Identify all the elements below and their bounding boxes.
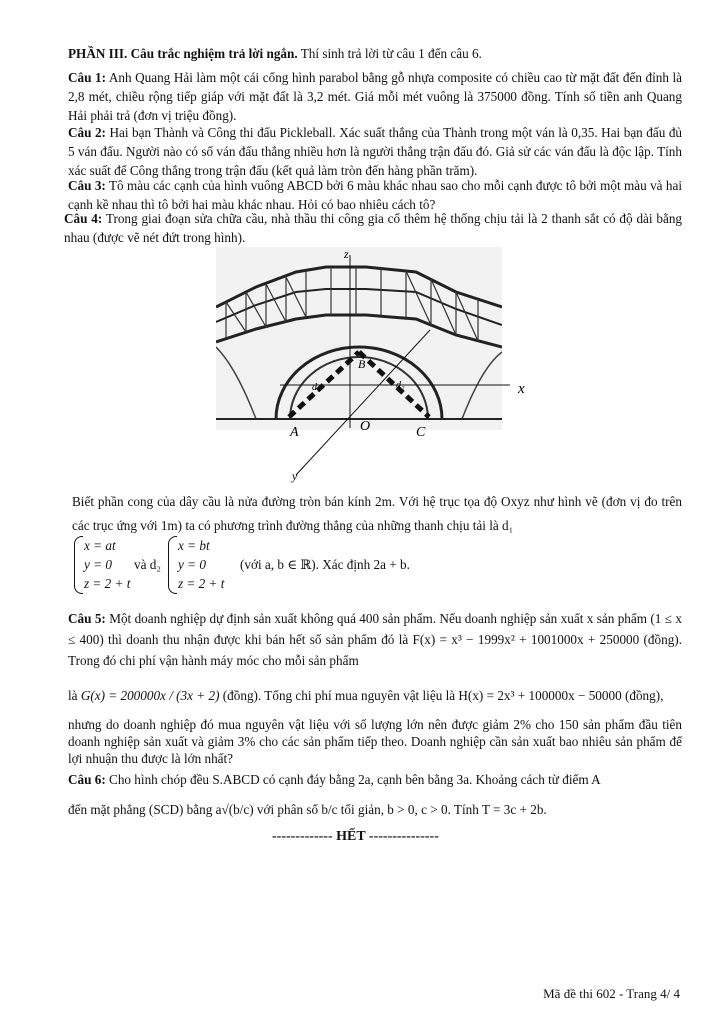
equation-y: y = 0 <box>178 557 206 572</box>
question-text: đến mặt phẳng (SCD) bằng a√(b/c) với phân số b/c tối giản, b > 0, c > 0. Tính T = 3c + 2b. <box>68 802 547 817</box>
equation-x: x = at <box>84 538 116 553</box>
point-label-a: A <box>290 425 299 440</box>
question-text: Trong giai đoạn sửa chữa cầu, nhà thầu thi công gia cố thêm hệ thống chịu tải là 2 thanh sắt có độ dài bằng nhau (được vẽ nét đứt trong hình). <box>64 211 683 245</box>
brace-d1 <box>74 536 83 594</box>
end-marker: ------------- HẾT --------------- <box>272 829 439 844</box>
system-d2 <box>178 536 224 593</box>
line-label-d2: d₂ <box>396 380 405 391</box>
equation-x: x = bt <box>178 538 210 553</box>
question-label: Câu 4: <box>64 211 103 226</box>
section-instruction: Thí sinh trả lời từ câu 1 đến câu 6. <box>300 46 482 61</box>
question-1 <box>68 68 682 125</box>
question-4-continued <box>72 490 682 538</box>
equation-z: z = 2 + t <box>178 576 225 591</box>
question-label: Câu 1: <box>68 70 106 85</box>
question-text: nhưng do doanh nghiệp đó mua nguyên vật liệu với số lượng lớn nên được giảm 2% cho 150 sản phẩm đầu tiên doanh nghiệp sản xuất và giảm 3% cho các sản phẩm tiếp theo. Doanh nghiệp cần sản xuất bao nhiêu sản phẩm để lợi nhuận thu được là lớn nhất? <box>68 717 682 766</box>
formula-g: G(x) = 200000x / (3x + 2) <box>80 688 220 703</box>
axis-label-x: x <box>518 381 525 397</box>
section-header <box>68 44 682 63</box>
point-label-o: O <box>360 419 371 434</box>
question-label: Câu 5: <box>68 611 106 626</box>
question-6-continued <box>68 800 682 819</box>
coordinate-axes <box>210 240 540 485</box>
question-6 <box>68 770 682 789</box>
axis-label-y: y <box>292 469 298 483</box>
question-4-task: (với a, b ∈ ℝ). Xác định 2a + b. <box>240 557 410 572</box>
section-heading: PHẦN III. Câu trắc nghiệm trả lời ngắn. <box>68 46 298 61</box>
brace-d2 <box>168 536 177 594</box>
question-text: Một doanh nghiệp dự định sản xuất không quá 400 sản phẩm. Nếu doanh nghiệp sản xuất x sản phẩm (1 ≤ x ≤ 400) thì doanh thu nhận được khi bán hết số sản phẩm đó là F(x) = x³ − 1999x² + 1001000x + 250000 (đồng). Trong đó chi phí vận hành máy móc cho mỗi sản phẩm <box>68 611 682 668</box>
question-text: Biết phần cong của dây cầu là nửa đường tròn bán kính 2m. Với hệ trục tọa độ Oxyz như hình vẽ (đơn vị đo trên các trục ứng với 1m) ta có phương trình đường thẳng của những thanh chịu tải là d₁ <box>72 494 682 533</box>
system-d1 <box>84 536 130 593</box>
question-2 <box>68 123 682 180</box>
point-label-c: C <box>416 425 426 440</box>
axis-label-z: z <box>344 247 349 261</box>
point-label-b: B <box>358 357 366 371</box>
line-label-d1: d₁ <box>312 382 321 393</box>
question-label: Câu 6: <box>68 772 106 787</box>
and-d2: và d₂ <box>134 557 161 572</box>
question-text: Hai bạn Thành và Công thi đấu Pickleball. Xác suất thắng của Thành trong một ván là 0,35. Hai bạn đấu đủ 5 ván đấu. Người nào có số ván đấu thắng nhiều hơn là người thắng trận đấu đó. Giả sử các ván đấu là độc lập. Tính xác suất để Công thắng trong trận đấu (kết quả làm tròn đến hàng phần trăm). <box>68 125 683 178</box>
question-text: (đồng). Tổng chi phí mua nguyên vật liệu là H(x) = 2x³ + 100000x − 50000 (đồng), <box>222 688 664 703</box>
question-5-continued <box>68 716 682 767</box>
question-label: Câu 2: <box>68 125 106 140</box>
question-text: Cho hình chóp đều S.ABCD có cạnh đáy bằng 2a, cạnh bên bằng 3a. Khoảng cách từ điểm A <box>109 772 601 787</box>
question-text: Anh Quang Hải làm một cái cổng hình parabol bằng gỗ nhựa composite có chiều cao từ mặt đất đến đỉnh là 2,8 mét, chiều rộng tiếp giáp với mặt đất là 3,2 mét. Giá mỗi mét vuông là 375000 đồng. Tính số tiền anh Quang Hải phải trả (đơn vị triệu đồng). <box>68 70 682 123</box>
question-text: Tô màu các cạnh của hình vuông ABCD bởi 6 màu khác nhau sao cho mỗi cạnh được tô bởi một màu và hai cạnh kề nhau thì tô bởi hai màu khác nhau. Hỏi có bao nhiêu cách tô? <box>68 178 683 212</box>
question-label: Câu 3: <box>68 178 106 193</box>
question-5 <box>68 608 682 671</box>
question-5-cost-line <box>68 686 682 705</box>
question-text: là <box>68 688 78 703</box>
equation-z: z = 2 + t <box>84 576 131 591</box>
equation-y: y = 0 <box>84 557 112 572</box>
page-footer: Mã đề thi 602 - Trang 4/ 4 <box>543 986 680 1001</box>
